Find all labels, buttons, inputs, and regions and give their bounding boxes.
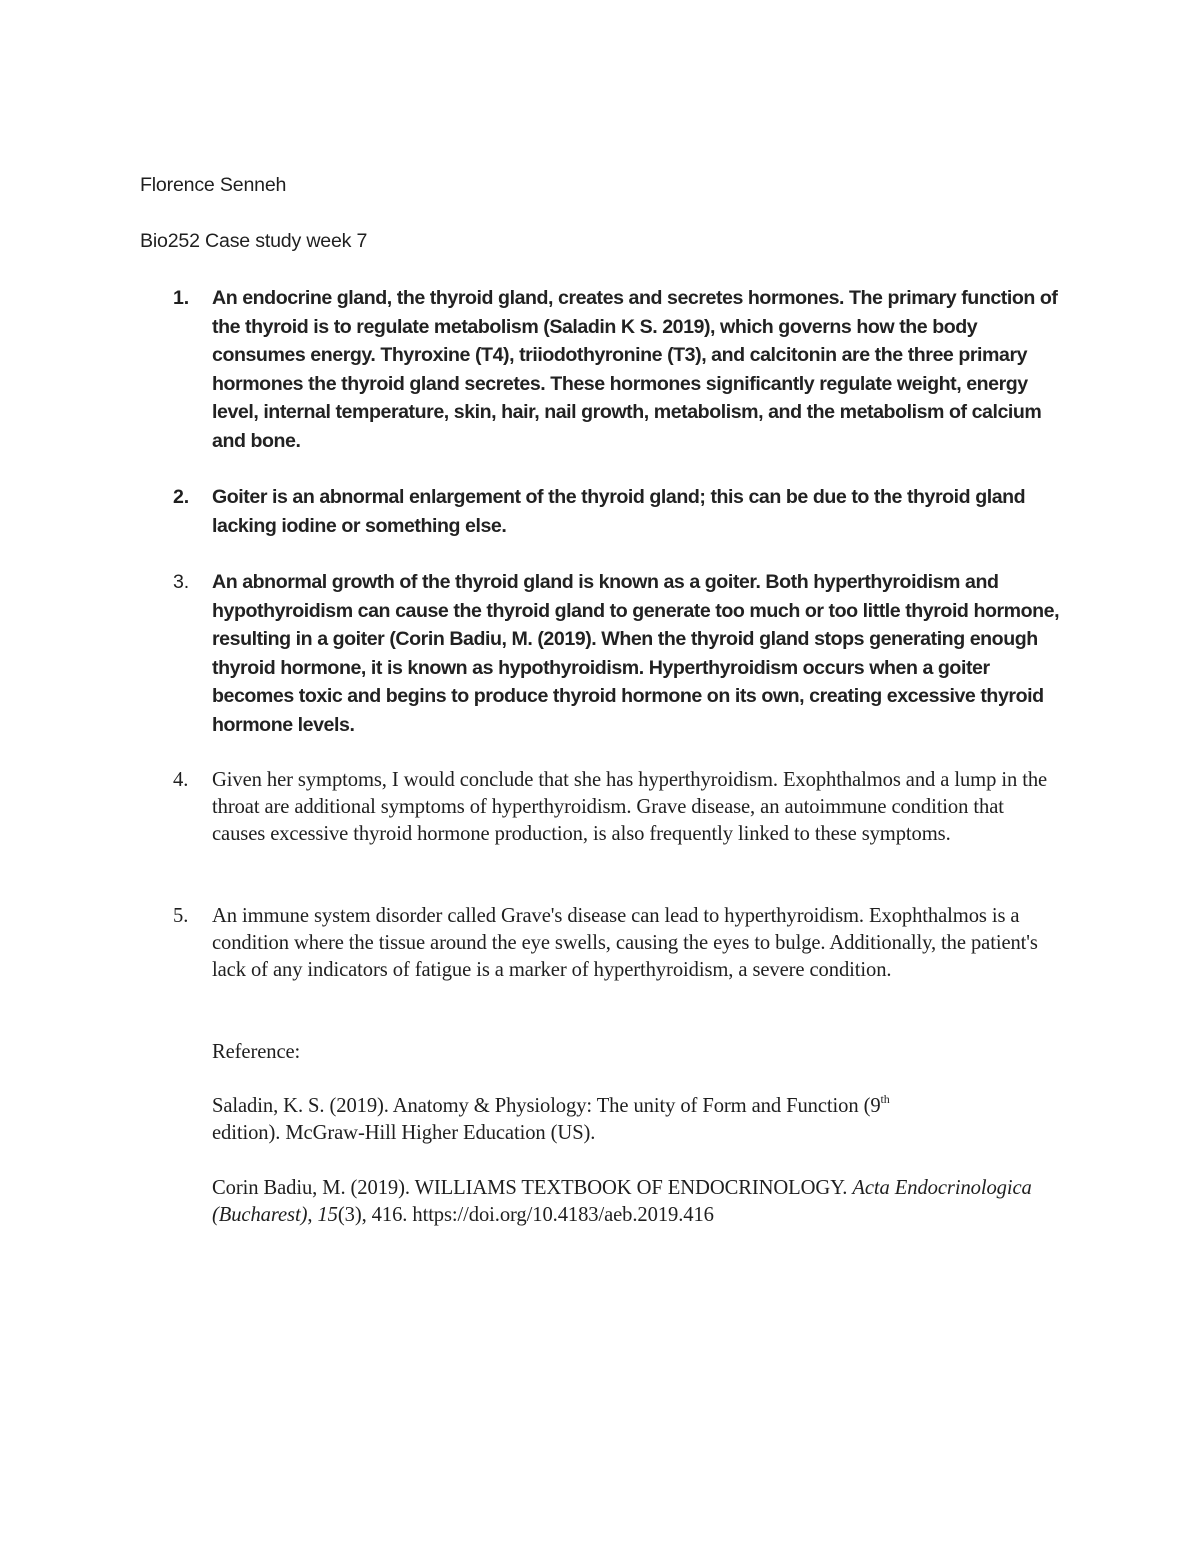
answer-3-number: 3.	[173, 571, 189, 593]
reference-saladin-part2: edition). McGraw-Hill Higher Education (US).	[212, 1122, 596, 1145]
reference-heading: Reference:	[212, 1041, 301, 1063]
answer-1-text: An endocrine gland, the thyroid gland, creates and secretes hormones. The primary function of the thyroid is to regulate metabolism (Saladin K S. 2019), which governs how the body consumes energy. Thyroxine (T4), triiodothyronine (T3), and calcitonin are the three primary hormones the thyroid gland secretes. These hormones significantly regulate weight, energy level, internal temperature, skin, hair, nail growth, metabolism, and the metabolism of calcium and bone.	[212, 287, 1058, 452]
answer-3-text: An abnormal growth of the thyroid gland is known as a goiter. Both hyperthyroidism and hypothyroidism can cause the thyroid gland to generate too much or too little thyroid hormone, resulting in a goiter (Corin Badiu, M. (2019). When the thyroid gland stops generating enough thyroid hormone, it is known as hypothyroidism. Hyperthyroidism occurs when a goiter becomes toxic and begins to produce thyroid hormone on its own, creating excessive thyroid hormone levels.	[212, 571, 1060, 736]
answer-2-text: Goiter is an abnormal enlargement of the thyroid gland; this can be due to the thyroid gland lacking iodine or something else.	[212, 486, 1026, 537]
answer-2-number: 2.	[173, 486, 189, 508]
reference-saladin-sup: th	[880, 1092, 890, 1106]
author-name: Florence Senneh	[140, 174, 287, 196]
answer-1-number: 1.	[173, 287, 189, 309]
course-title: Bio252 Case study week 7	[140, 230, 368, 252]
answer-4-number: 4.	[173, 769, 189, 791]
reference-badiu	[212, 1175, 1062, 1229]
reference-badiu-volume: 15	[317, 1204, 338, 1227]
reference-saladin-part1: Saladin, K. S. (2019). Anatomy & Physiology: The unity of Form and Function (9	[212, 1095, 881, 1117]
answer-5-number: 5.	[173, 905, 189, 927]
reference-badiu-journal: Acta Endocrinologica (Bucharest)	[212, 1177, 1032, 1227]
reference-badiu-part1: Corin Badiu, M. (2019). WILLIAMS TEXTBOOK OF ENDOCRINOLOGY.	[212, 1177, 853, 1199]
reference-badiu-sep: ,	[307, 1204, 318, 1227]
reference-saladin	[212, 1093, 1062, 1147]
answer-5-text: An immune system disorder called Grave's disease can lead to hyperthyroidism. Exophthalmos is a condition where the tissue around the eye swells, causing the eyes to bulge. Additionally, the patient's lack of any indicators of fatigue is a marker of hyperthyroidism, a severe condition.	[212, 905, 1038, 982]
answer-4-text: Given her symptoms, I would conclude that she has hyperthyroidism. Exophthalmos and a lump in the throat are additional symptoms of hyperthyroidism. Grave disease, an autoimmune condition that causes excessive thyroid hormone production, is also frequently linked to these symptoms.	[212, 769, 1048, 846]
reference-badiu-part2: (3), 416. https://doi.org/10.4183/aeb.2019.416	[337, 1204, 714, 1227]
